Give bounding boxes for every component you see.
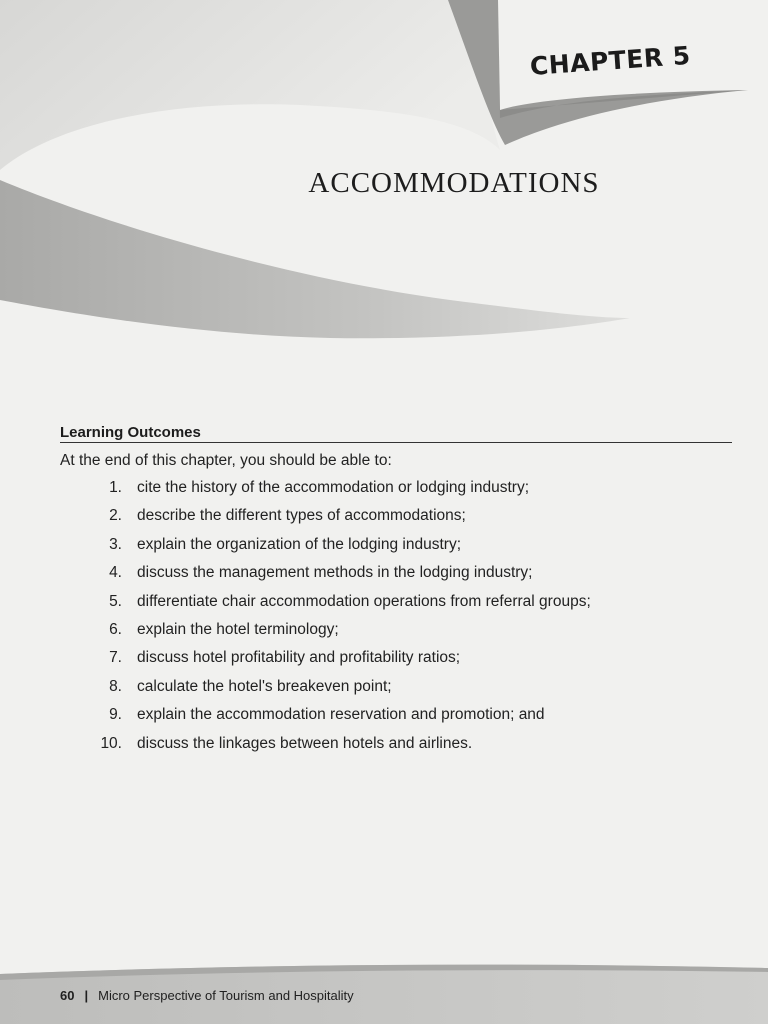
outcome-text: discuss hotel profitability and profitability ratios; xyxy=(137,649,461,667)
outcome-item xyxy=(60,593,740,621)
outcome-number: 1. xyxy=(109,479,122,496)
outcome-item xyxy=(60,507,740,535)
outcome-number: 3. xyxy=(109,535,122,553)
outcome-text: explain the hotel terminology; xyxy=(137,620,339,638)
outcome-item xyxy=(60,479,740,507)
outcome-item xyxy=(60,564,740,592)
heading-divider xyxy=(60,442,732,443)
outcome-number: 6. xyxy=(109,620,122,638)
outcome-item xyxy=(60,536,740,564)
outcome-number: 2. xyxy=(109,507,122,525)
outcome-text: describe the different types of accommodations; xyxy=(137,507,466,525)
outcome-number: 9. xyxy=(109,706,122,724)
outcome-number: 4. xyxy=(109,564,122,582)
outcome-item xyxy=(60,649,740,677)
outcome-item xyxy=(60,678,740,706)
outcome-number: 10. xyxy=(100,734,122,752)
outcome-number: 7. xyxy=(109,649,122,667)
outcome-text: discuss the linkages between hotels and airlines. xyxy=(137,734,473,752)
footer-separator: | xyxy=(84,988,89,1003)
outcome-number: 5. xyxy=(109,592,122,610)
learning-outcomes-intro: At the end of this chapter, you should be able to: xyxy=(60,452,392,469)
page-footer xyxy=(60,988,354,1003)
book-title: Micro Perspective of Tourism and Hospitality xyxy=(98,988,354,1003)
outcome-number: 8. xyxy=(109,677,122,695)
learning-outcomes-list xyxy=(60,479,740,763)
outcome-text: calculate the hotel's breakeven point; xyxy=(137,677,392,695)
outcome-text: explain the organization of the lodging industry; xyxy=(137,535,461,553)
outcome-item xyxy=(60,621,740,649)
outcome-text: cite the history of the accommodation or lodging industry; xyxy=(137,479,530,496)
outcome-text: explain the accommodation reservation and promotion; and xyxy=(137,706,545,724)
outcome-item xyxy=(60,735,740,763)
outcome-text: discuss the management methods in the lodging industry; xyxy=(137,564,533,582)
chapter-title: ACCOMMODATIONS xyxy=(308,167,600,199)
learning-outcomes-heading: Learning Outcomes xyxy=(60,424,201,441)
page-number: 60 xyxy=(60,988,75,1003)
outcome-item xyxy=(60,706,740,734)
chapter-number-label: CHAPTER 5 xyxy=(528,40,692,81)
outcome-text: differentiate chair accommodation operations from referral groups; xyxy=(137,592,591,610)
